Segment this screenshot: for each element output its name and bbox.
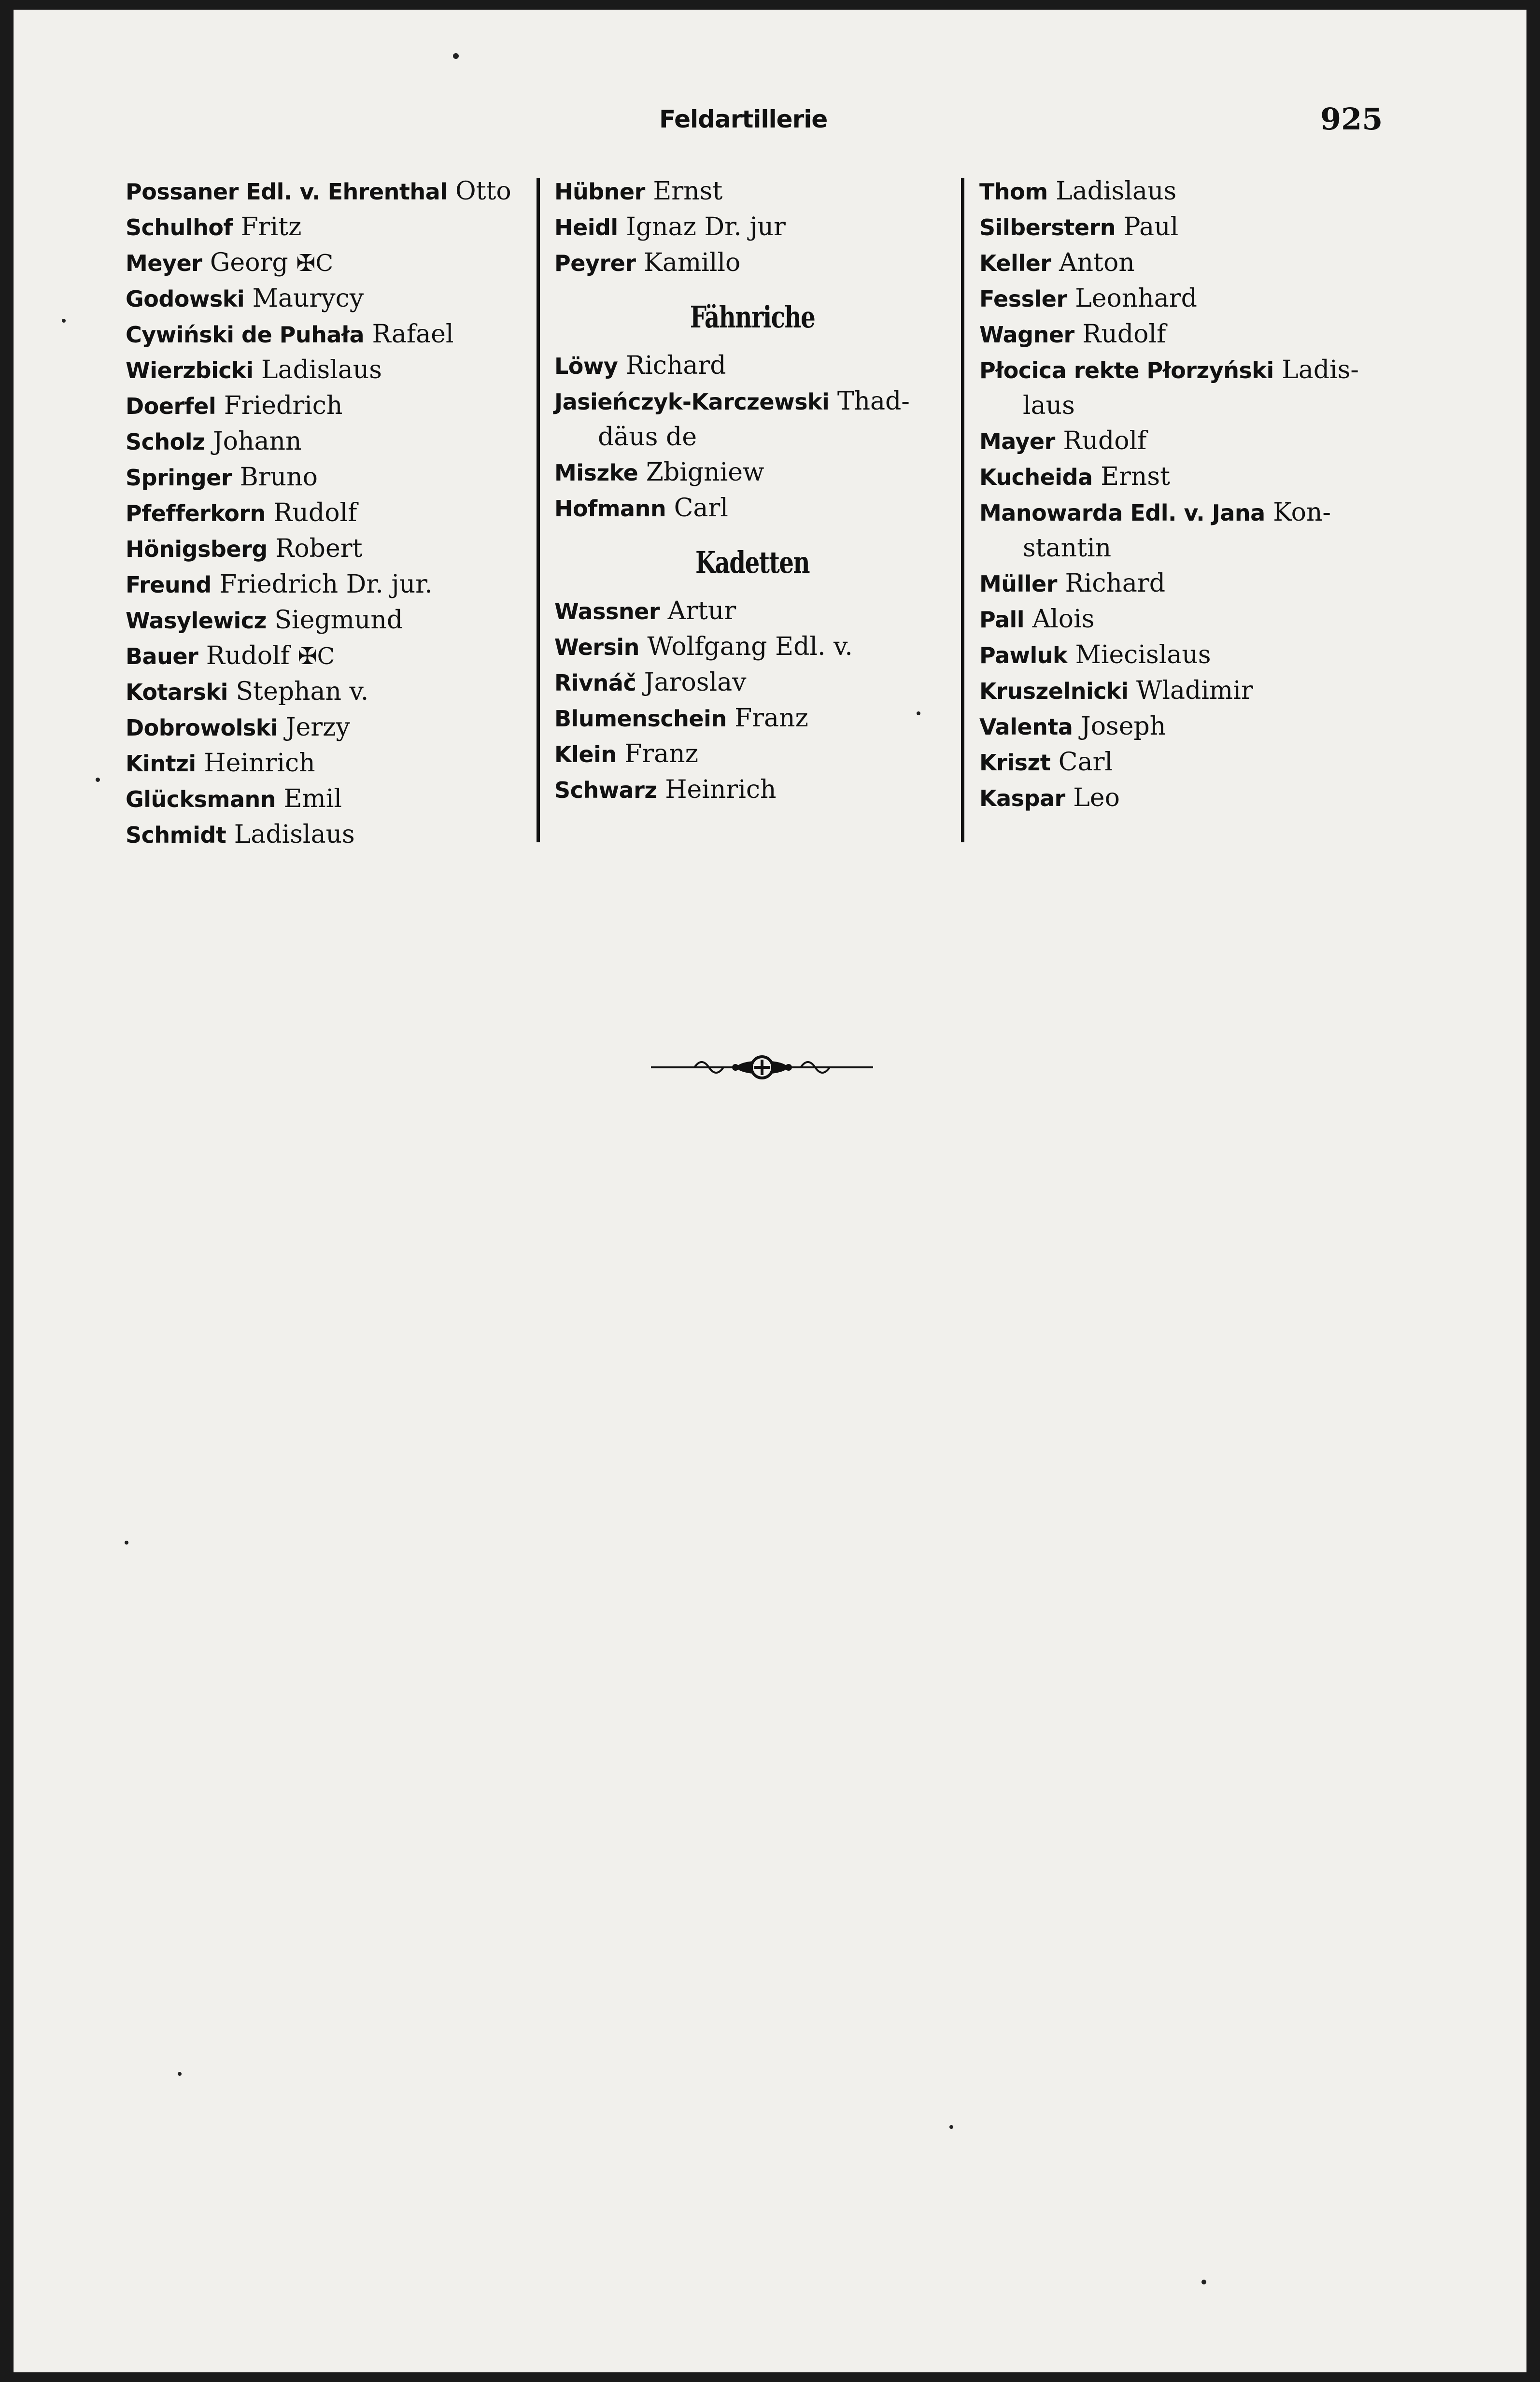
entry-surname: Glücksmann [126, 786, 276, 812]
entry-surname: Kotarski [126, 679, 228, 705]
list-item [979, 245, 1375, 281]
list-item [979, 780, 1375, 816]
entry-given-name: Ignaz Dr. jur [626, 213, 786, 241]
entry-given-name: Kon- [1273, 498, 1331, 527]
ornament-divider-icon [651, 1048, 873, 1087]
list-item [979, 353, 1375, 424]
entry-given-name: Miecislaus [1075, 640, 1211, 669]
list-item [126, 281, 536, 317]
section-heading-kadetten: Kadetten [695, 545, 810, 580]
entry-given-name: Fritz [240, 213, 302, 241]
entry-surname: Müller [979, 571, 1057, 597]
speck [96, 778, 100, 782]
entry-given-name: Carl [1058, 748, 1113, 777]
entry-given-name: Richard [1065, 569, 1166, 598]
list-item [126, 746, 536, 781]
entry-surname: Thom [979, 179, 1048, 205]
entry-given-name: Siegmund [274, 606, 403, 635]
entry-surname: Miszke [554, 460, 638, 486]
entry-surname: Possaner Edl. v. Ehrenthal [126, 179, 448, 205]
entry-surname: Pawluk [979, 642, 1068, 668]
entry-given-name: Bruno [240, 463, 318, 492]
speck [62, 319, 66, 323]
list-item [979, 602, 1375, 638]
entry-given-name: Franz [624, 739, 698, 768]
entry-given-name: Maurycy [252, 284, 364, 313]
entry-given-name: Ladislaus [234, 820, 355, 849]
entry-surname: Meyer [126, 250, 202, 276]
list-item [979, 459, 1375, 495]
column-divider [537, 178, 540, 842]
entry-given-name: Rudolf [206, 641, 290, 670]
entry-surname: Schwarz [554, 777, 657, 803]
entry-given-name: Franz [735, 704, 808, 733]
entry-surname: Hofmann [554, 496, 666, 522]
list-item [979, 709, 1375, 745]
list-item [554, 384, 950, 455]
speck [125, 1541, 128, 1545]
running-head: Feldartillerie [659, 105, 828, 133]
entry-surname: Wasylewicz [126, 608, 267, 634]
list-item [126, 174, 536, 210]
list-item [126, 781, 536, 817]
entry-surname: Scholz [126, 429, 205, 455]
list-item [126, 460, 536, 496]
entry-given-name: Georg [210, 248, 288, 277]
list-item [979, 673, 1375, 709]
list-item [979, 566, 1375, 602]
entry-surname: Klein [554, 741, 617, 767]
decoration-cross-icon: ✠C [296, 250, 334, 277]
entry-surname: Wierzbicki [126, 357, 254, 383]
entry-given-name: Artur [667, 596, 736, 625]
entry-given-name: Rudolf [273, 498, 357, 527]
entry-given-name: Robert [275, 534, 363, 563]
entry-surname: Springer [126, 465, 232, 491]
entry-surname: Peyrer [554, 250, 636, 276]
entry-given-name: Heinrich [665, 775, 777, 804]
list-item [126, 353, 536, 388]
entry-surname: Kriszt [979, 750, 1051, 776]
entry-given-name: Ladislaus [1056, 177, 1177, 206]
list-item [126, 710, 536, 746]
entry-surname: Hübner [554, 179, 645, 205]
speck [1201, 2280, 1206, 2284]
entry-surname: Jasieńczyk-Karczewski [554, 389, 830, 415]
list-item [554, 455, 950, 491]
decoration-cross-icon: ✠C [297, 643, 335, 670]
entry-surname: Bauer [126, 643, 198, 669]
entry-given-name: Carl [674, 494, 728, 523]
entry-given-name: Ernst [653, 177, 723, 206]
list-item [554, 701, 950, 737]
list-item [126, 210, 536, 245]
entry-surname: Silberstern [979, 214, 1116, 241]
page-number: 925 [1320, 101, 1383, 137]
entry-given-name: Paul [1123, 213, 1179, 241]
entry-given-name: Johann [212, 427, 302, 456]
list-item [979, 745, 1375, 780]
entry-surname: Pfefferkorn [126, 500, 266, 526]
entry-given-name: Alois [1032, 605, 1095, 634]
entry-given-name: Zbigniew [646, 458, 764, 487]
entry-surname: Rivnáč [554, 670, 636, 696]
entry-given-name: Friedrich Dr. jur. [219, 570, 433, 599]
list-item [979, 424, 1375, 459]
entry-surname: Pall [979, 607, 1025, 633]
list-item [126, 638, 536, 674]
entry-given-name: Kamillo [644, 248, 741, 277]
list-item [554, 594, 950, 629]
entry-surname: Godowski [126, 286, 245, 312]
speck [917, 711, 920, 715]
entry-given-name: Rafael [372, 320, 454, 349]
entry-given-name: Joseph [1080, 712, 1166, 741]
entry-given-name: Rudolf [1082, 320, 1166, 349]
document-page [14, 10, 1526, 2372]
entry-surname: Cywiński de Puhała [126, 322, 365, 348]
entry-continuation: laus [1023, 391, 1075, 420]
section-heading-faehnriche: Fähnriche [690, 299, 815, 335]
list-item [554, 210, 950, 245]
entry-surname: Doerfel [126, 393, 216, 419]
entry-continuation: däus de [598, 423, 697, 452]
column-divider [961, 178, 964, 842]
speck [178, 2072, 182, 2076]
entry-surname: Wagner [979, 322, 1074, 348]
entry-given-name: Leonhard [1075, 284, 1197, 313]
list-item [979, 281, 1375, 317]
entry-surname: Kruszelnicki [979, 678, 1129, 704]
entry-surname: Fessler [979, 286, 1067, 312]
entry-given-name: Jaroslav [644, 668, 747, 697]
list-item [126, 817, 536, 853]
list-item [979, 495, 1375, 566]
entry-surname: Schulhof [126, 214, 233, 241]
entry-given-name: Otto [455, 177, 511, 206]
list-item [126, 424, 536, 460]
entry-surname: Freund [126, 572, 212, 598]
entry-surname: Kucheida [979, 464, 1093, 490]
entry-given-name: Wolfgang Edl. v. [647, 632, 853, 661]
entry-surname: Blumenschein [554, 706, 727, 732]
list-item [979, 638, 1375, 673]
entry-surname: Wassner [554, 598, 660, 624]
entry-surname: Dobrowolski [126, 715, 278, 741]
entry-surname: Hönigsberg [126, 536, 268, 562]
list-item [554, 737, 950, 772]
entry-given-name: Rudolf [1063, 426, 1147, 455]
list-item [126, 317, 536, 353]
list-item [554, 491, 950, 526]
entry-surname: Löwy [554, 353, 618, 379]
speck [453, 53, 459, 59]
entry-surname: Valenta [979, 714, 1073, 740]
entry-surname: Kintzi [126, 751, 196, 777]
entry-surname: Płocica rekte Płorzyński [979, 357, 1274, 383]
list-item [554, 772, 950, 808]
list-item [126, 531, 536, 567]
list-item [979, 210, 1375, 245]
list-item [554, 629, 950, 665]
entry-surname: Heidl [554, 214, 618, 241]
entry-given-name: Ernst [1101, 462, 1170, 491]
column-1 [126, 174, 536, 853]
entry-given-name: Friedrich [224, 391, 343, 420]
list-item [554, 245, 950, 281]
column-3 [979, 174, 1375, 816]
entry-surname: Keller [979, 250, 1051, 276]
list-item [126, 388, 536, 424]
list-item [126, 603, 536, 638]
entry-surname: Kaspar [979, 785, 1065, 811]
entry-surname: Mayer [979, 428, 1055, 454]
entry-given-name: Anton [1059, 248, 1135, 277]
list-item [126, 496, 536, 531]
list-item [554, 174, 950, 210]
list-item [979, 174, 1375, 210]
entry-given-name: Ladis- [1282, 355, 1359, 384]
list-item [979, 317, 1375, 353]
entry-surname: Schmidt [126, 822, 226, 848]
entry-given-name: Jerzy [285, 713, 350, 742]
entry-surname: Manowarda Edl. v. Jana [979, 500, 1265, 526]
speck [949, 2125, 953, 2129]
list-item [554, 665, 950, 701]
list-item [126, 674, 536, 710]
entry-given-name: Emil [283, 784, 342, 813]
entry-given-name: Leo [1073, 783, 1120, 812]
list-item [126, 567, 536, 603]
entry-given-name: Heinrich [204, 749, 315, 778]
column-2 [554, 174, 950, 808]
list-item [126, 245, 536, 281]
entry-surname: Wersin [554, 634, 639, 660]
entry-given-name: Wladimir [1136, 676, 1253, 705]
entry-given-name: Stephan v. [236, 677, 369, 706]
entry-given-name: Richard [625, 351, 726, 380]
entry-given-name: Ladislaus [261, 355, 382, 384]
list-item [554, 348, 950, 384]
entry-continuation: stantin [1023, 534, 1112, 563]
entry-given-name: Thad- [837, 387, 910, 416]
